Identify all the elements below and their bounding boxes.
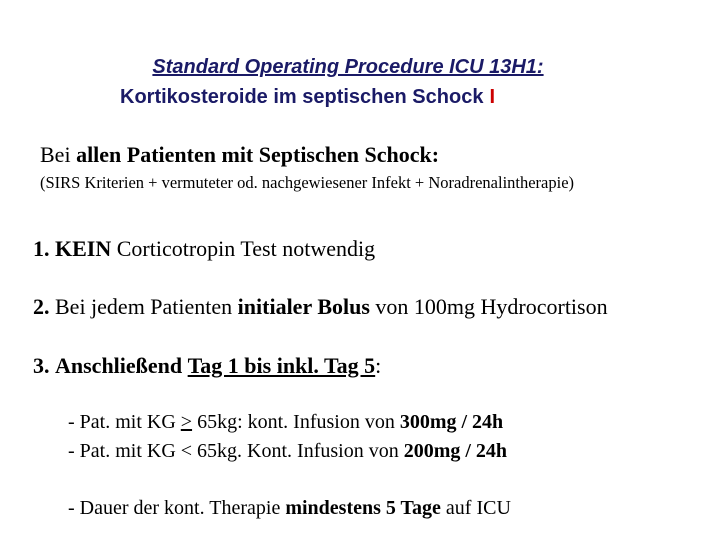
- sub2-bold: 200mg / 24h: [403, 440, 508, 462]
- sub1-ge: >: [180, 411, 193, 433]
- sub1-mid: 65kg: kont. Infusion von: [197, 411, 395, 433]
- sub1-pre: - Pat. mit KG: [68, 411, 176, 433]
- duration-line: [68, 497, 511, 520]
- intro-prefix: Bei: [40, 142, 77, 167]
- list-item-1: [33, 236, 375, 262]
- sub1-bold: 300mg / 24h: [399, 411, 504, 433]
- item3-colon: :: [375, 353, 382, 378]
- sub3-pre: - Dauer der kont. Therapie: [68, 497, 281, 519]
- item1-bold: KEIN: [55, 236, 112, 261]
- dose-line-2: [68, 440, 507, 463]
- subtitle-mark: I: [489, 86, 495, 108]
- item1-text: Corticotropin Test notwendig: [116, 236, 376, 261]
- sub2-pre: - Pat. mit KG < 65kg. Kont. Infusion von: [68, 440, 399, 462]
- item3-number: 3.: [33, 353, 50, 378]
- intro-line: [40, 142, 439, 168]
- item2-text: von 100mg Hydrocortison: [375, 294, 608, 319]
- item2-pre: Bei jedem Patienten: [55, 294, 233, 319]
- intro-bold: allen Patienten mit Septischen Schock:: [76, 142, 440, 167]
- slide-subtitle: [120, 86, 495, 109]
- sub3-text: auf ICU: [445, 497, 511, 519]
- subtitle-text: Kortikosteroide im septischen Schock: [120, 86, 484, 108]
- item2-bold: initialer Bolus: [237, 294, 370, 319]
- item1-number: 1.: [33, 236, 50, 261]
- list-item-2: [33, 294, 608, 320]
- item3-underlined: Tag 1 bis inkl. Tag 5: [187, 353, 376, 378]
- sub3-bold: mindestens 5 Tage: [285, 497, 441, 519]
- item2-number: 2.: [33, 294, 50, 319]
- item3-bold: Anschließend: [55, 353, 183, 378]
- criteria-line: (SIRS Kriterien + vermuteter od. nachgewiesener Infekt + Noradrenalintherapie): [40, 173, 575, 192]
- slide-title: Standard Operating Procedure ICU 13H1:: [152, 56, 544, 78]
- dose-line-1: [68, 411, 503, 434]
- list-item-3: [33, 353, 381, 379]
